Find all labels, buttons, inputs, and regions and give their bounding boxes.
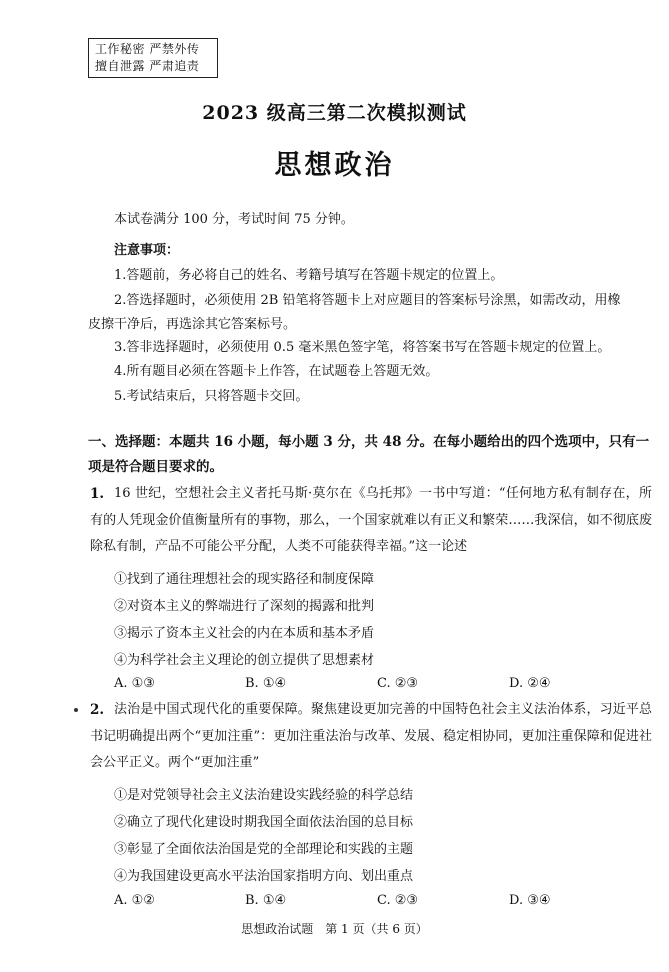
answer-option-a: A. ①② bbox=[114, 893, 155, 908]
question-stem: 法治是中国式现代化的重要保障。聚焦建设更加完善的中国特色社会主义法治体系，习近平总书记明确提出两个“更加注重”：更加注重法治与改革、发展、稳定相协同，更加注重保障和促进社会公平正义。两个“更加注重” bbox=[90, 702, 652, 770]
answer-option-d: D. ③④ bbox=[509, 893, 551, 908]
notice-item: 3.答非选择题时，必须使用 0.5 毫米黑色签字笔，将答案书写在答题卡规定的位置上。 bbox=[114, 340, 611, 355]
notice-item-continued: 皮擦干净后，再选涂其它答案标号。 bbox=[88, 317, 297, 332]
statement: ②确立了现代化建设时期我国全面依法治国的总目标 bbox=[114, 815, 414, 830]
question-number: 1. bbox=[90, 486, 105, 502]
notice-item: 1.答题前，务必将自己的姓名、考籍号填写在答题卡规定的位置上。 bbox=[114, 268, 504, 283]
statement: ①找到了通往理想社会的现实路径和制度保障 bbox=[114, 572, 375, 587]
question-stem: 16 世纪，空想社会主义者托马斯·莫尔在《乌托邦》一书中写道：“任何地方私有制存在，所有的人凭现金价值衡量所有的事物，那么，一个国家就难以有正义和繁荣……我深信，如不彻底废除私有制，产品不可能公平分配，人类不可能获得幸福。”这一论述 bbox=[90, 486, 652, 554]
statement: ③彰显了全面依法治国是党的全部理论和实践的主题 bbox=[114, 842, 414, 857]
question-number: 2. bbox=[90, 702, 105, 718]
page-footer: 思想政治试题 第 1 页（共 6 页） bbox=[241, 922, 428, 936]
statement: ③揭示了资本主义社会的内在本质和基本矛盾 bbox=[114, 626, 375, 641]
answer-option-b: B. ①④ bbox=[245, 676, 287, 691]
stamp-line-2: 擅自泄露 严肃追责 bbox=[95, 59, 200, 73]
notice-item: 2.答选择题时，必须使用 2B 铅笔将答题卡上对应题目的答案标号涂黑，如需改动，用橡 bbox=[114, 293, 621, 308]
statement: ②对资本主义的弊端进行了深刻的揭露和批判 bbox=[114, 599, 375, 614]
notice-item: 4.所有题目必须在答题卡上作答，在试题卷上答题无效。 bbox=[114, 364, 439, 379]
statement: ①是对党领导社会主义法治建设实践经验的科学总结 bbox=[114, 788, 414, 803]
subject-title: 思想政治 bbox=[274, 150, 395, 181]
exam-title: 2023 级高三第二次模拟测试 bbox=[202, 102, 467, 124]
answer-option-c: C. ②③ bbox=[377, 893, 419, 908]
intro-text: 本试卷满分 100 分，考试时间 75 分钟。 bbox=[114, 212, 354, 227]
stamp-line-1: 工作秘密 严禁外传 bbox=[95, 42, 200, 56]
section-heading: 一、选择题：本题共 16 小题，每小题 3 分，共 48 分。在每小题给出的四个选项中，只有一项是符合题目要求的。 bbox=[88, 434, 650, 475]
notice-item: 5.考试结束后，只将答题卡交回。 bbox=[114, 389, 309, 404]
answer-option-a: A. ①③ bbox=[114, 676, 155, 691]
answer-option-d: D. ②④ bbox=[509, 676, 551, 691]
statement: ④为科学社会主义理论的创立提供了思想素材 bbox=[114, 653, 375, 668]
notice-title: 注意事项： bbox=[114, 243, 180, 258]
answer-option-c: C. ②③ bbox=[377, 676, 419, 691]
scan-mark bbox=[74, 708, 78, 712]
confidentiality-stamp bbox=[88, 38, 218, 78]
answer-option-b: B. ①④ bbox=[245, 893, 287, 908]
statement: ④为我国建设更高水平法治国家指明方向、划出重点 bbox=[114, 869, 414, 884]
